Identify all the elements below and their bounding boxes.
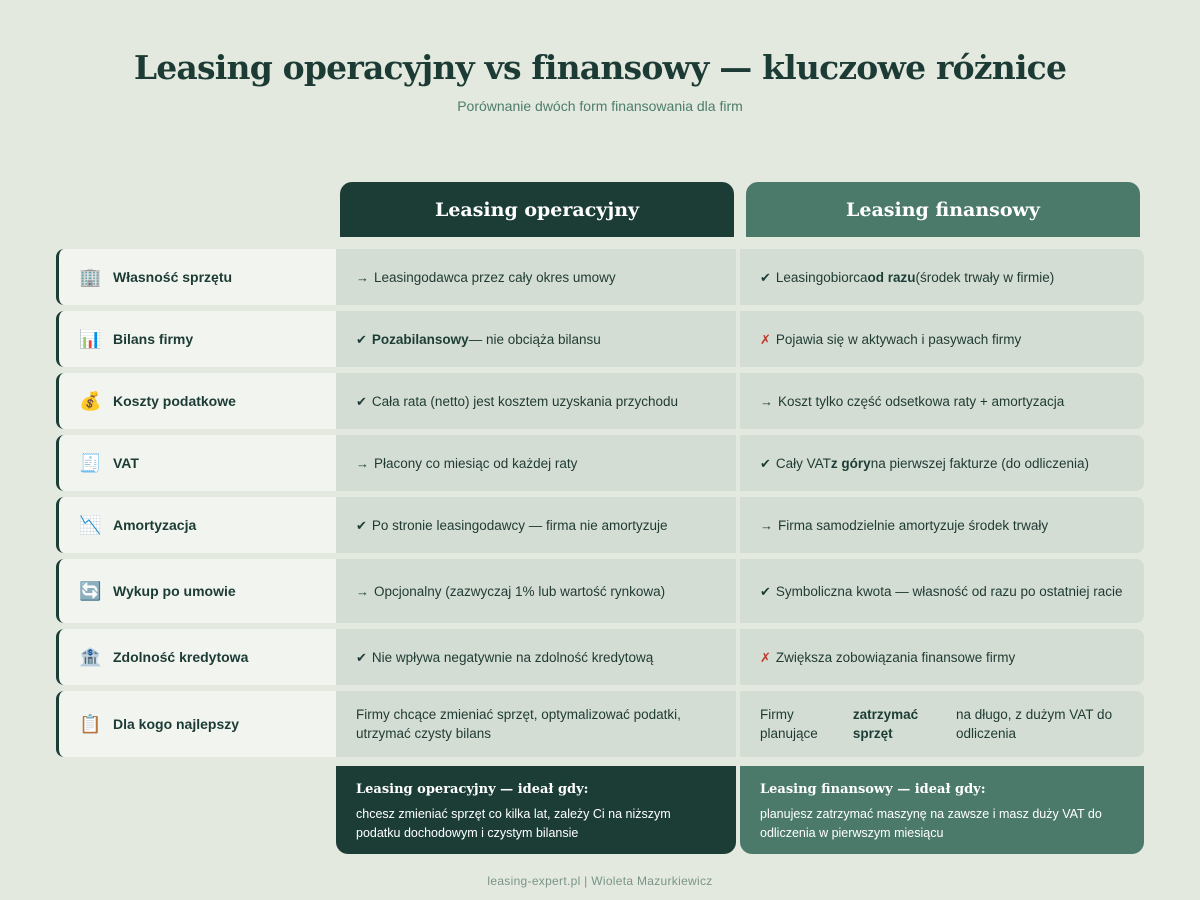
- cross-icon: ✗: [760, 331, 771, 347]
- financial-cell: [740, 691, 1144, 757]
- cell-text-pre: Firmy chcące zmieniać sprzęt, optymalizować podatki, utrzymać czysty bilans: [356, 707, 681, 741]
- summary-financial-title: Leasing finansowy — ideał gdy:: [760, 782, 986, 797]
- cell-text-pre: Leasingodawca przez cały okres umowy: [374, 269, 616, 285]
- operational-cell: [336, 497, 736, 553]
- footer-credit: leasing-expert.pl | Wioleta Mazurkiewicz: [487, 874, 713, 888]
- cell-text-post: — nie obciąża bilansu: [468, 331, 601, 347]
- row-label-text: Własność sprzętu: [113, 269, 233, 285]
- cell-text: [372, 516, 668, 535]
- row-label: [56, 249, 336, 305]
- receipt-icon: 🧾: [79, 452, 102, 473]
- cell-text-pre: Cała rata (netto) jest kosztem uzyskania przychodu: [371, 393, 679, 409]
- cell-text: [776, 268, 1054, 287]
- cell-text-pre: Firmy planujące: [760, 707, 818, 741]
- cell-text: [778, 516, 1048, 535]
- cell-text: [372, 648, 653, 667]
- row-label-text: Wykup po umowie: [113, 583, 236, 599]
- cell-text-pre: Leasingobiorca: [775, 269, 868, 285]
- row-label: [56, 373, 336, 429]
- cell-text-pre: Opcjonalny (zazwyczaj 1% lub wartość rynkowa): [374, 583, 666, 599]
- summary-financial: [740, 766, 1144, 854]
- arrow-right-icon: →: [760, 517, 773, 533]
- comparison-table: [56, 249, 1144, 763]
- cell-text: [776, 330, 1021, 349]
- arrow-right-icon: →: [760, 393, 773, 409]
- bank-icon: 🏦: [79, 646, 102, 667]
- row-label-text: Zdolność kredytowa: [113, 649, 249, 665]
- check-icon: ✔: [760, 455, 771, 471]
- operational-cell: [336, 373, 736, 429]
- clipboard-icon: 📋: [79, 713, 102, 734]
- row-label: [56, 497, 336, 553]
- summary-financial-text: planujesz zatrzymać maszynę na zawsze i masz duży VAT do odliczenia w pierwszym miesiącu: [760, 807, 1102, 840]
- check-icon: ✔: [356, 517, 367, 533]
- financial-cell: [740, 373, 1144, 429]
- row-label: [56, 629, 336, 685]
- cell-text: [374, 582, 665, 601]
- cell-text: [372, 330, 601, 349]
- comparison-row: [56, 373, 1144, 429]
- row-label-text: Bilans firmy: [113, 331, 194, 347]
- cell-text: [778, 392, 1064, 411]
- row-label: [56, 435, 336, 491]
- cell-text: [776, 648, 1015, 667]
- operational-cell: [336, 629, 736, 685]
- arrow-right-icon: →: [356, 455, 369, 471]
- refresh-arrows-icon: 🔄: [79, 580, 102, 601]
- comparison-row: [56, 311, 1144, 367]
- check-icon: ✔: [760, 269, 771, 285]
- chart-decreasing-icon: 📉: [79, 514, 102, 535]
- cell-text-pre: Pojawia się w aktywach i pasywach firmy: [775, 331, 1022, 347]
- comparison-row: [56, 249, 1144, 305]
- cell-text-bold: od razu: [867, 269, 916, 285]
- comparison-row: [56, 559, 1144, 623]
- operational-cell: [336, 249, 736, 305]
- cell-text-post: na długo, z dużym VAT do odliczenia: [955, 707, 1113, 741]
- column-header-operational: Leasing operacyjny: [340, 182, 734, 237]
- cell-text-bold: Pozabilansowy: [371, 331, 469, 347]
- row-label: [56, 559, 336, 623]
- check-icon: ✔: [356, 649, 367, 665]
- row-label-text: VAT: [113, 455, 139, 471]
- cell-text: [776, 582, 1123, 601]
- check-icon: ✔: [356, 331, 367, 347]
- financial-cell: [740, 497, 1144, 553]
- cell-text-post: na pierwszej fakturze (do odliczenia): [870, 455, 1090, 471]
- page-title: Leasing operacyjny vs finansowy — kluczowe różnice: [133, 48, 1067, 87]
- row-label: [56, 311, 336, 367]
- page-subtitle: Porównanie dwóch form finansowania dla firm: [457, 98, 743, 114]
- cell-text-pre: Nie wpływa negatywnie na zdolność kredytową: [371, 649, 654, 665]
- cell-text-post: (środek trwały w firmie): [915, 269, 1055, 285]
- cell-text-pre: Zwiększa zobowiązania finansowe firmy: [775, 649, 1016, 665]
- cell-text: [356, 705, 716, 743]
- cell-text: [776, 454, 1089, 473]
- operational-cell: [336, 691, 736, 757]
- cell-text-pre: Symboliczna kwota — własność od razu po ostatniej racie: [775, 583, 1123, 599]
- cell-text: [374, 454, 577, 473]
- row-label: [56, 691, 336, 757]
- office-building-icon: 🏢: [79, 266, 102, 287]
- money-bag-icon: 💰: [79, 390, 102, 411]
- cell-text-bold: z góry: [830, 455, 871, 471]
- split-cell-content: [760, 705, 1124, 743]
- financial-cell: [740, 559, 1144, 623]
- check-icon: ✔: [356, 393, 367, 409]
- cell-text-pre: Koszt tylko część odsetkowa raty + amortyzacja: [778, 393, 1065, 409]
- comparison-row: [56, 691, 1144, 757]
- cell-text: [372, 392, 678, 411]
- financial-cell: [740, 311, 1144, 367]
- operational-cell: [336, 559, 736, 623]
- financial-cell: [740, 435, 1144, 491]
- cell-text-pre: Firma samodzielnie amortyzuje środek trwały: [778, 517, 1049, 533]
- comparison-row: [56, 497, 1144, 553]
- summary-operational: [336, 766, 736, 854]
- summary-operational-title: Leasing operacyjny — ideał gdy:: [356, 782, 589, 797]
- arrow-right-icon: →: [356, 583, 369, 599]
- check-icon: ✔: [760, 583, 771, 599]
- row-label-text: Koszty podatkowe: [113, 393, 236, 409]
- comparison-row: [56, 629, 1144, 685]
- financial-cell: [740, 629, 1144, 685]
- row-label-text: Amortyzacja: [113, 517, 197, 533]
- cell-text-pre: Po stronie leasingodawcy — firma nie amortyzuje: [371, 517, 668, 533]
- cell-text: [374, 268, 616, 287]
- operational-cell: [336, 311, 736, 367]
- arrow-right-icon: →: [356, 269, 369, 285]
- financial-cell: [740, 249, 1144, 305]
- cell-text-pre: Płacony co miesiąc od każdej raty: [374, 455, 578, 471]
- cell-text-bold: zatrzymać sprzęt: [852, 707, 919, 741]
- cross-icon: ✗: [760, 649, 771, 665]
- operational-cell: [336, 435, 736, 491]
- column-header-financial: Leasing finansowy: [746, 182, 1140, 237]
- comparison-row: [56, 435, 1144, 491]
- cell-text-pre: Cały VAT: [775, 455, 831, 471]
- row-label-text: Dla kogo najlepszy: [113, 716, 240, 732]
- summary-operational-text: chcesz zmieniać sprzęt co kilka lat, zależy Ci na niższym podatku dochodowym i czystym bilansie: [356, 807, 671, 840]
- bar-chart-icon: 📊: [79, 328, 102, 349]
